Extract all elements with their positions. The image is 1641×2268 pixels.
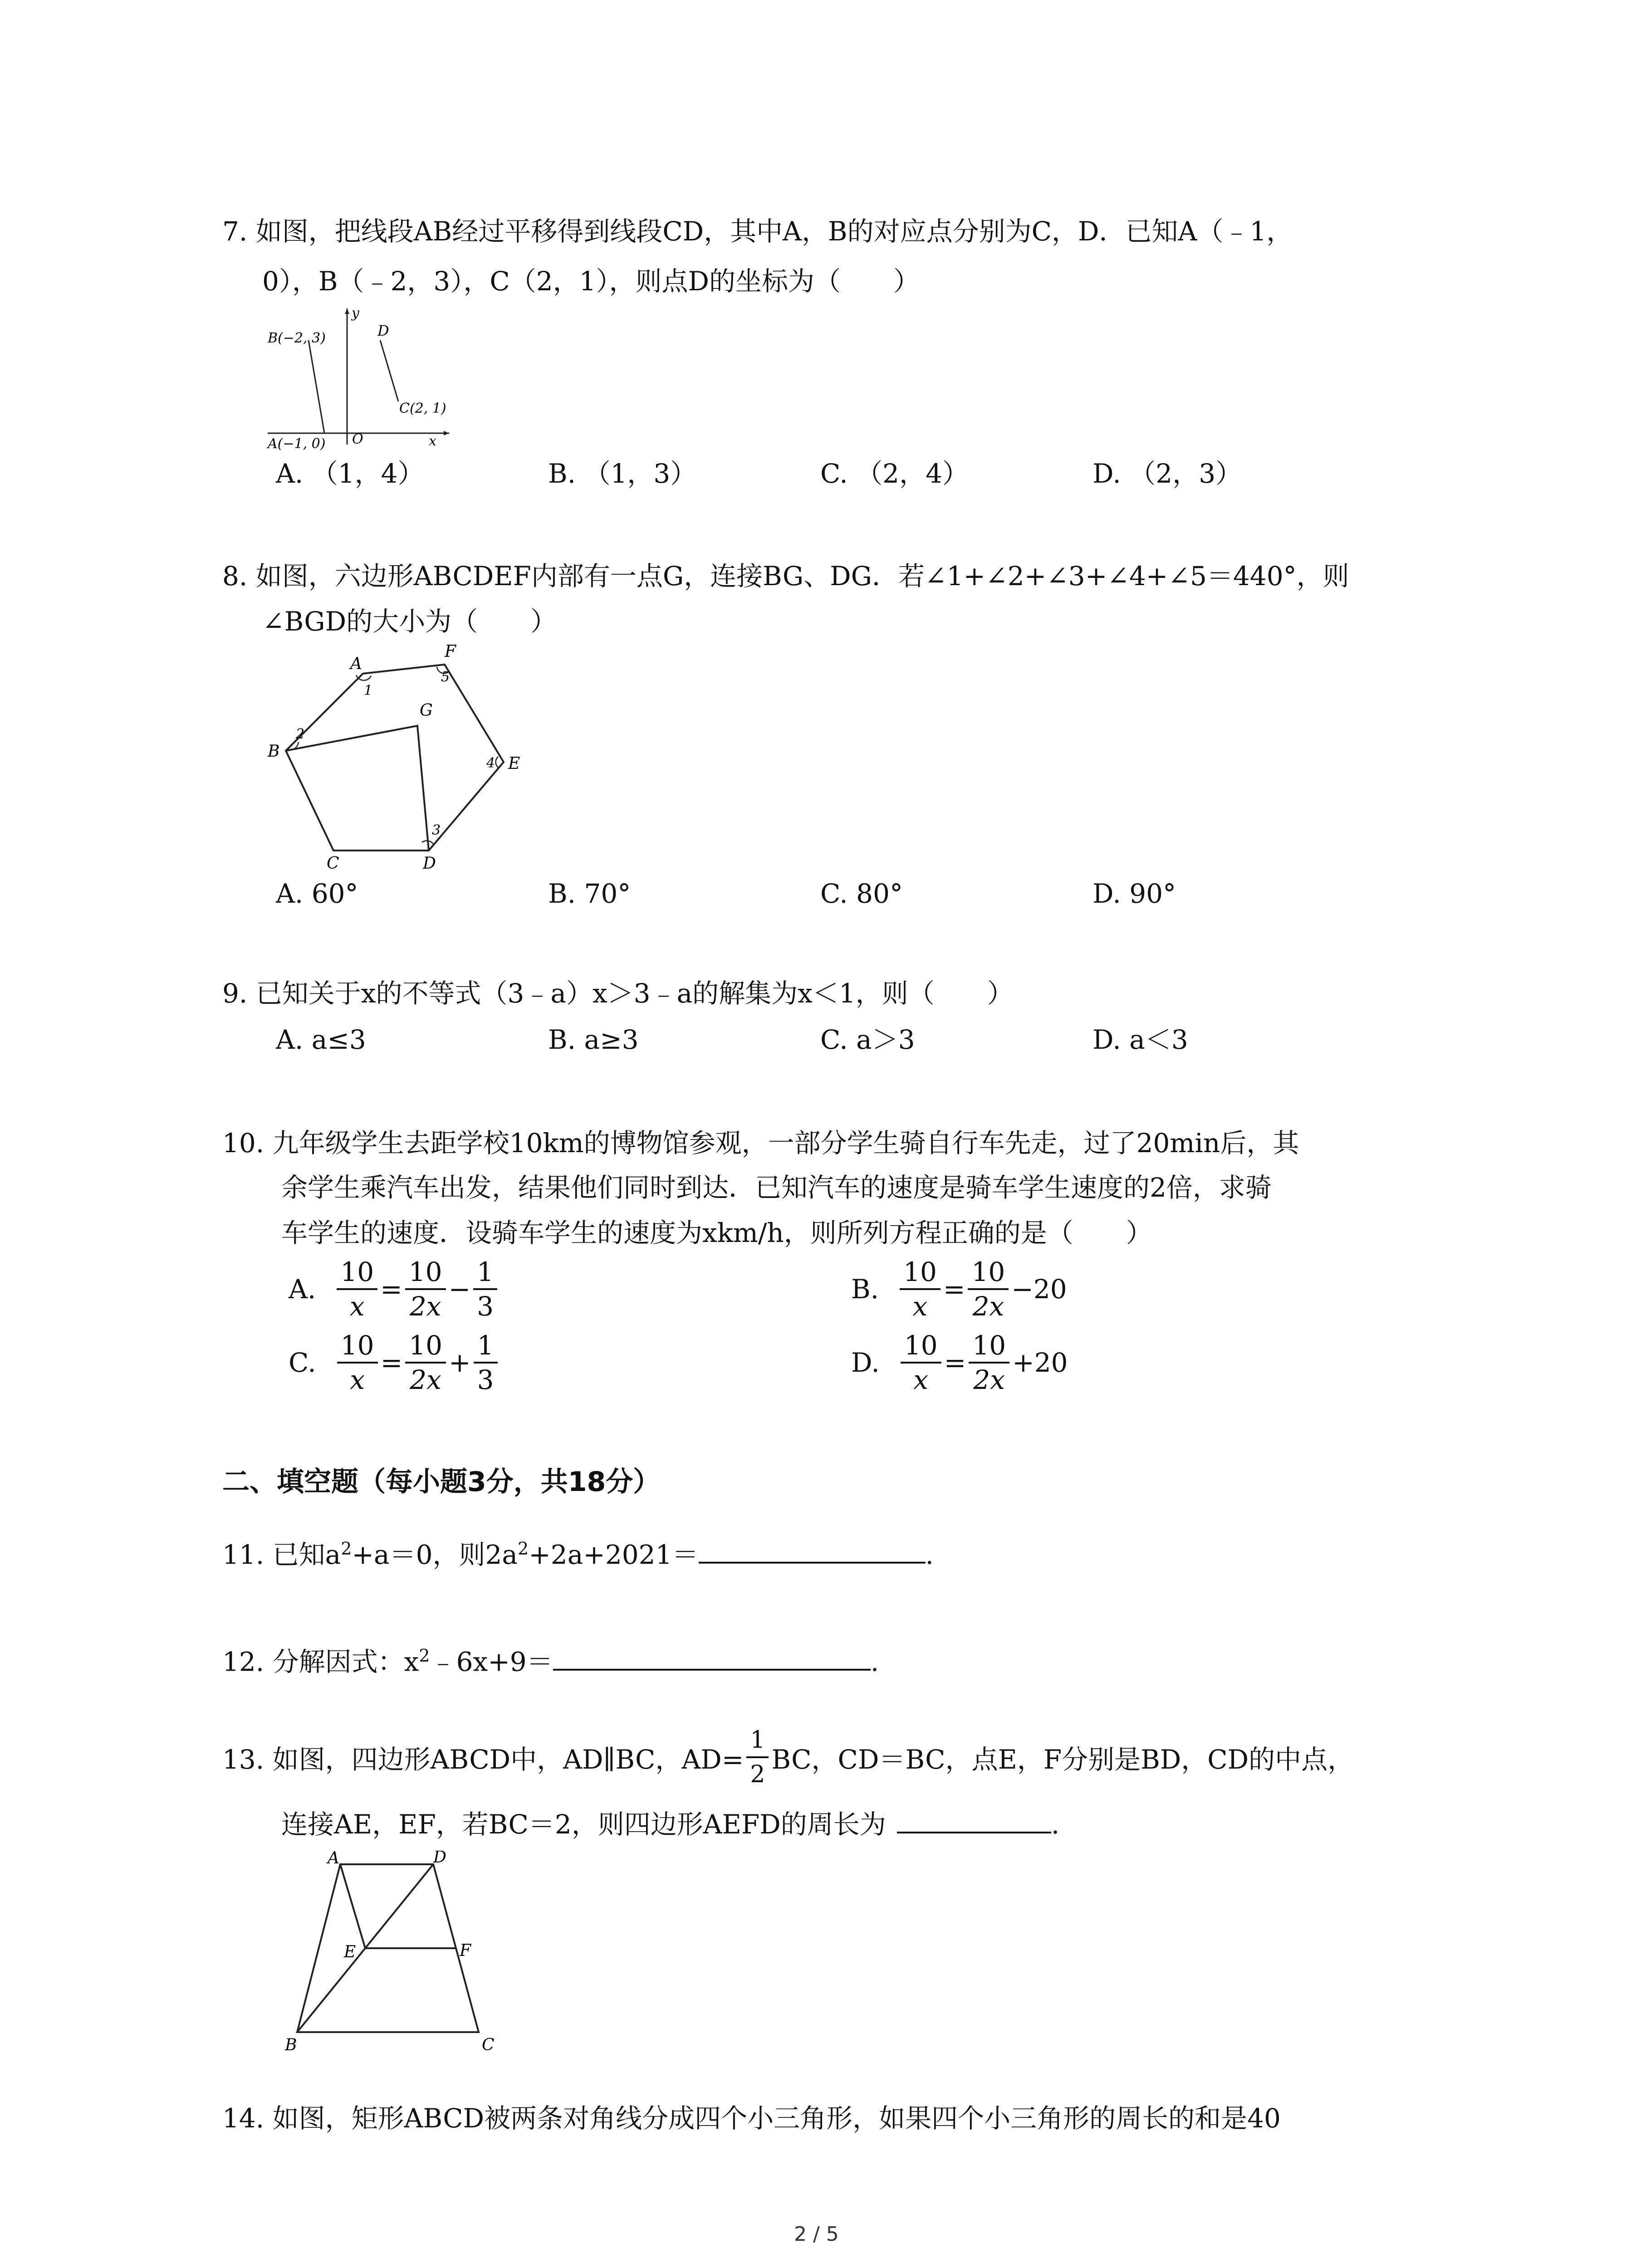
q8-label-d: D: [423, 854, 436, 873]
q7-label-x: x: [429, 433, 436, 449]
q7-option-b[interactable]: B. （1，3）: [548, 458, 697, 489]
q10-b-frac2: [968, 1256, 1009, 1323]
q10-b-label: B.: [851, 1274, 879, 1305]
q13-answer-blank[interactable]: [897, 1804, 1051, 1833]
q10-d-frac1: [901, 1329, 941, 1396]
q7-figure: [263, 304, 463, 454]
q10-b-num2: 10: [968, 1256, 1009, 1290]
q7-option-d[interactable]: D. （2，3）: [1092, 458, 1242, 489]
q8-angle-3: 3: [432, 822, 441, 838]
q10-line1: 10. 九年级学生去距学校10km的博物馆参观，一部分学生骑自行车先走，过了20min后，其: [222, 1128, 1299, 1158]
q10-a-label: A.: [289, 1274, 316, 1305]
q13-line1-post: BC，CD＝BC，点E，F分别是BD，CD的中点，: [771, 1744, 1354, 1775]
q10-b-eq: =: [943, 1274, 965, 1305]
q10-line2: 余学生乘汽车出发，结果他们同时到达．已知汽车的速度是骑车学生速度的2倍，求骑: [281, 1172, 1272, 1203]
q10-d-num1: 10: [901, 1329, 941, 1364]
q11-end: .: [925, 1539, 934, 1570]
q13-label-d: D: [433, 1851, 446, 1867]
q13-label-f: F: [460, 1941, 471, 1960]
q8-label-c: C: [327, 854, 339, 873]
q11-answer-blank[interactable]: [699, 1535, 926, 1564]
q8-label-g: G: [420, 701, 433, 720]
q7-label-a: A(−1, 0): [268, 436, 326, 452]
q8-label-f: F: [445, 642, 456, 661]
q12-text-post: ﹣6x+9＝: [430, 1646, 553, 1677]
q11-sup2: 2: [518, 1539, 529, 1559]
q11-line: [222, 1530, 934, 1574]
q10-d-eq: =: [944, 1347, 966, 1378]
q8-label-a: A: [350, 655, 362, 673]
q12-line: [222, 1637, 879, 1681]
q8-label-e: E: [508, 754, 520, 773]
q8-angle-5: 5: [441, 669, 450, 685]
q10-a-num2: 10: [405, 1256, 446, 1290]
q10-option-b[interactable]: [851, 1256, 1067, 1323]
q8-angle-1: 1: [364, 683, 373, 699]
q11-text-mid: +a＝0，则2a: [352, 1539, 518, 1570]
q12-text-pre: 12. 分解因式：x: [222, 1646, 419, 1677]
page-number: 2 / 5: [794, 2223, 839, 2246]
q8-option-a[interactable]: A. 60°: [276, 878, 358, 909]
q10-a-num1: 10: [337, 1256, 377, 1290]
q13-line1-pre: 13. 如图，四边形ABCD中，AD∥BC，AD=: [222, 1744, 744, 1775]
q13-frac: [746, 1724, 769, 1791]
q10-c-frac2: [405, 1329, 446, 1396]
q8-line2: ∠BGD的大小为（ ）: [262, 606, 557, 637]
q10-d-plus20: +20: [1012, 1347, 1068, 1378]
q10-d-den1: x: [913, 1364, 929, 1395]
q8-option-b[interactable]: B. 70°: [548, 878, 631, 909]
q9-option-b[interactable]: B. a≥3: [548, 1024, 639, 1055]
q10-a-den1: x: [349, 1291, 365, 1322]
q13-frac-num: 1: [746, 1724, 769, 1758]
q8-label-b: B: [268, 742, 280, 761]
q10-c-label: C.: [289, 1347, 316, 1378]
q10-a-frac1: [337, 1256, 377, 1323]
q10-a-den2: 2x: [409, 1291, 441, 1322]
q13-label-a: A: [328, 1851, 339, 1867]
q10-a-eq: =: [380, 1274, 402, 1305]
q14-line1: 14. 如图，矩形ABCD被两条对角线分成四个小三角形，如果四个小三角形的周长的和是40: [222, 2103, 1281, 2134]
q8-option-c[interactable]: C. 80°: [820, 878, 903, 909]
q13-line1: [222, 1724, 1354, 1791]
q8-option-d[interactable]: D. 90°: [1092, 878, 1176, 909]
q9-option-c[interactable]: C. a＞3: [820, 1024, 915, 1055]
q10-c-num3: 1: [474, 1329, 498, 1364]
q13-frac-den: 2: [750, 1761, 765, 1788]
q10-d-frac2: [969, 1329, 1009, 1396]
q13-end: .: [1051, 1809, 1060, 1840]
q7-label-y: y: [352, 305, 359, 321]
q12-answer-blank[interactable]: [553, 1642, 871, 1671]
q10-option-d[interactable]: [851, 1329, 1068, 1396]
q9-option-d[interactable]: D. a＜3: [1092, 1024, 1188, 1055]
q10-c-num2: 10: [405, 1329, 446, 1364]
q10-d-den2: 2x: [973, 1364, 1005, 1395]
q12-sup: 2: [419, 1646, 430, 1666]
q10-c-eq: =: [380, 1347, 403, 1378]
q13-line2: [281, 1804, 1059, 1843]
q7-option-a[interactable]: A. （1，4）: [276, 458, 424, 489]
q13-label-b: B: [285, 2036, 297, 2054]
q10-c-plus: +: [448, 1347, 471, 1378]
q10-option-a[interactable]: [289, 1256, 500, 1323]
q7-label-c: C(2, 1): [399, 401, 446, 416]
q9-option-a[interactable]: A. a≤3: [276, 1024, 366, 1055]
q8-figure: [263, 640, 535, 875]
q10-option-c[interactable]: [289, 1329, 500, 1396]
q10-b-frac1: [900, 1256, 941, 1323]
q10-line3: 车学生的速度．设骑车学生的速度为xkm/h，则所列方程正确的是（ ）: [281, 1217, 1152, 1248]
q8-angle-4: 4: [486, 755, 495, 771]
section-title-fill-blank: 二、填空题（每小题3分，共18分）: [222, 1466, 661, 1498]
q13-label-e: E: [344, 1943, 356, 1961]
q13-line2-text: 连接AE，EF，若BC＝2，则四边形AEFD的周长为: [281, 1809, 886, 1840]
q10-c-den1: x: [350, 1364, 365, 1395]
q10-c-den3: 3: [477, 1364, 494, 1395]
q13-label-c: C: [482, 2036, 495, 2054]
q10-a-den3: 3: [477, 1291, 494, 1322]
q8-line1: 8. 如图，六边形ABCDEF内部有一点G，连接BG、DG．若∠1+∠2+∠3+∠4+∠5＝440°，则: [222, 561, 1349, 591]
q10-c-frac1: [337, 1329, 378, 1396]
q10-d-num2: 10: [969, 1329, 1009, 1364]
q7-line2: 0），B（﹣2，3），C（2，1），则点D的坐标为（ ）: [262, 266, 920, 297]
q13-figure: [272, 1851, 508, 2055]
q7-line1: 7. 如图，把线段AB经过平移得到线段CD，其中A，B的对应点分别为C，D．已知A（﹣1，: [222, 216, 1293, 247]
q10-b-den1: x: [912, 1291, 928, 1322]
q8-angle-2: 2: [296, 726, 305, 742]
q10-a-minus: −: [448, 1274, 471, 1305]
q11-sup1: 2: [341, 1539, 352, 1559]
q10-b-num1: 10: [900, 1256, 941, 1290]
q7-label-b: B(−2, 3): [268, 330, 326, 346]
q7-option-c[interactable]: C. （2，4）: [820, 458, 969, 489]
q10-a-frac3: [473, 1256, 497, 1323]
q10-c-den2: 2x: [410, 1364, 441, 1395]
q10-b-den2: 2x: [972, 1291, 1004, 1322]
q10-a-num3: 1: [473, 1256, 497, 1290]
q7-label-o: O: [352, 431, 363, 447]
q10-a-frac2: [405, 1256, 446, 1323]
q10-c-num1: 10: [337, 1329, 378, 1364]
q11-text-pre: 11. 已知a: [222, 1539, 341, 1570]
q10-b-minus20: −20: [1011, 1274, 1067, 1305]
q10-d-label: D.: [851, 1347, 880, 1378]
q7-label-d: D: [377, 322, 389, 339]
q12-end: .: [870, 1646, 879, 1677]
q10-c-frac3: [474, 1329, 498, 1396]
q9-line1: 9. 已知关于x的不等式（3﹣a）x＞3﹣a的解集为x＜1，则（ ）: [222, 978, 1014, 1009]
q11-text-post: +2a+2021＝: [529, 1539, 699, 1570]
